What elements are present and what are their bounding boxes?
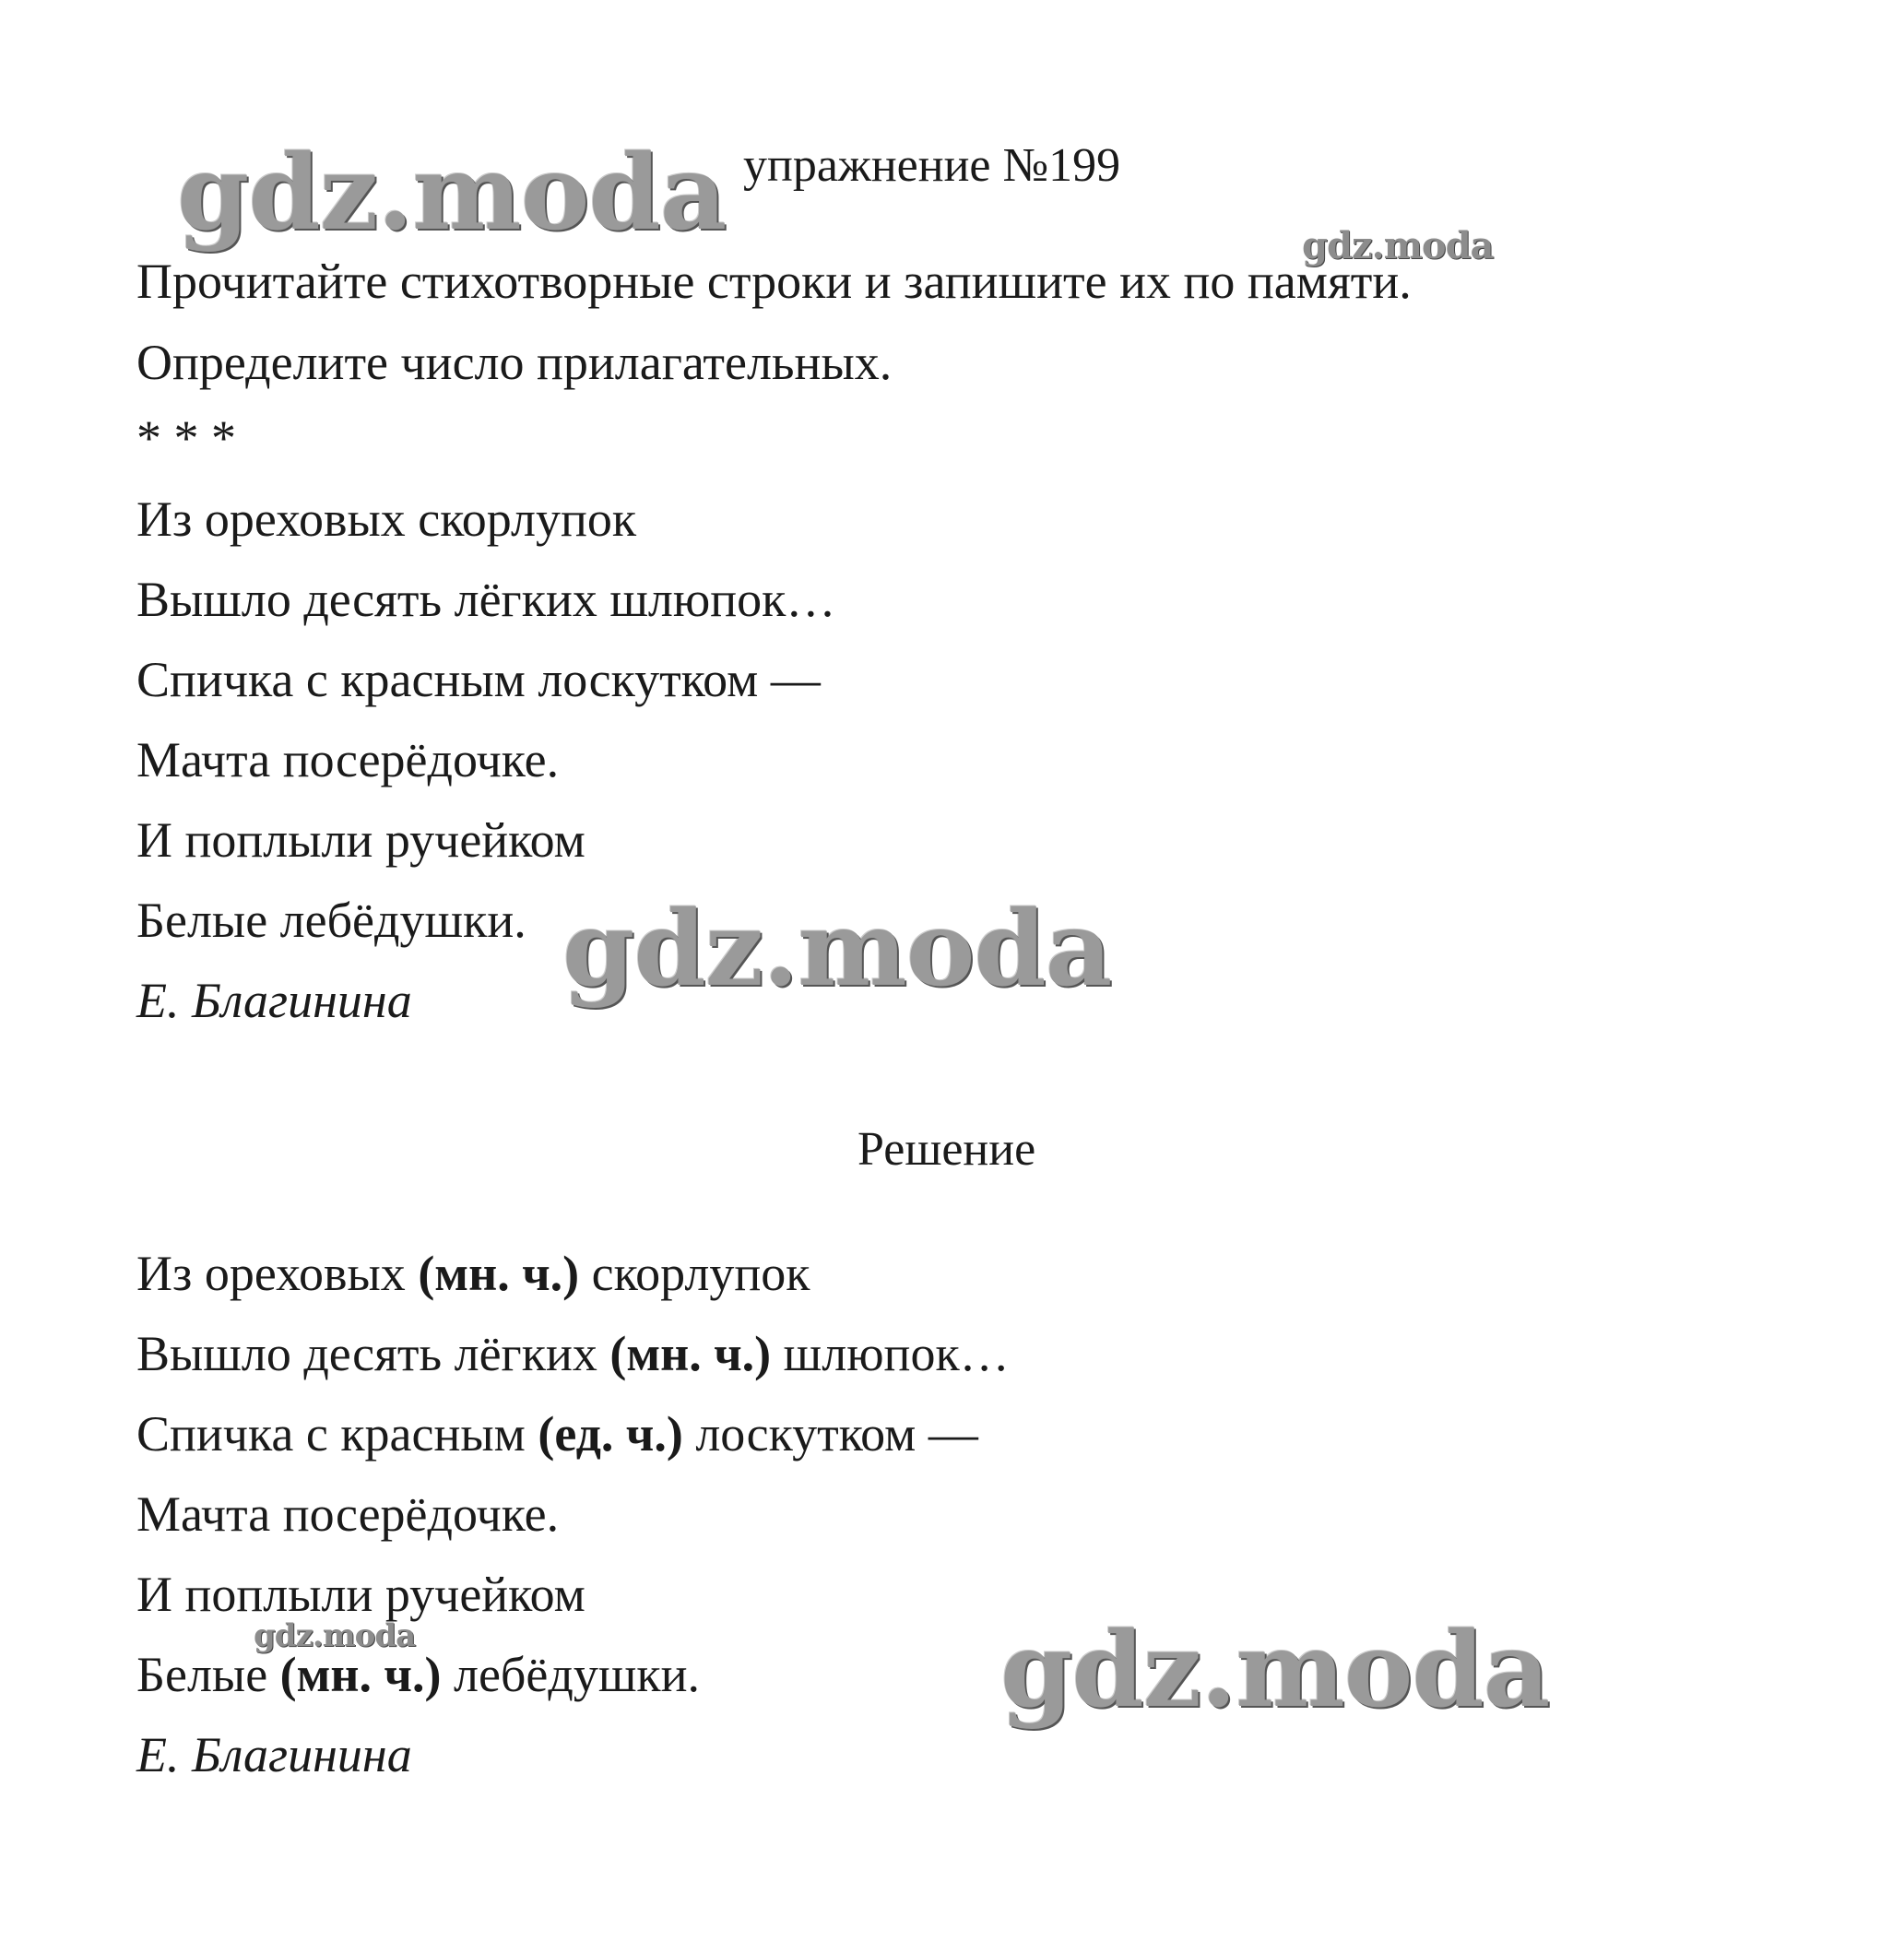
instruction-line-1: Прочитайте стихотворные строки и запишите их по памяти. <box>136 254 1412 309</box>
number-mark: (мн. ч.) <box>279 1647 442 1702</box>
poem-line: Из ореховых скорлупок <box>136 491 637 547</box>
poem-line: Вышло десять лёгких шлюпок… <box>136 572 836 627</box>
number-mark: (мн. ч.) <box>418 1246 580 1301</box>
poem-author: Е. Благинина <box>136 973 412 1028</box>
watermark-logo-small-top: gdz.moda <box>1302 224 1494 267</box>
poem-line: И поплыли ручейком <box>136 812 585 868</box>
instruction-line-2: Определите число прилагательных. <box>136 335 893 390</box>
poem-line: Мачта посерёдочке. <box>136 732 560 787</box>
exercise-title: упражнение №199 <box>743 139 1121 192</box>
solution-text: лоскутком — <box>682 1406 978 1462</box>
number-mark: (мн. ч.) <box>609 1326 772 1381</box>
solution-line <box>136 1323 1010 1384</box>
solution-line <box>136 1644 700 1705</box>
solution-author: Е. Благинина <box>136 1727 412 1782</box>
solution-text: Спичка с красным <box>136 1406 538 1462</box>
poem-line: Спичка с красным лоскутком — <box>136 652 821 707</box>
solution-text: скорлупок <box>579 1246 810 1301</box>
watermark-logo-top: gdz.moda <box>177 133 727 254</box>
solution-text: Из ореховых <box>136 1246 419 1301</box>
watermark-logo-bottom: gdz.moda <box>1000 1610 1550 1731</box>
solution-text: Белые <box>136 1647 280 1702</box>
solution-text: шлюпок… <box>771 1326 1010 1381</box>
solution-line <box>136 1243 810 1304</box>
solution-title: Решение <box>857 1123 1036 1176</box>
watermark-logo-middle: gdz.moda <box>562 889 1112 1010</box>
solution-text: И поплыли ручейком <box>136 1567 585 1622</box>
stars-separator: * * * <box>136 410 236 466</box>
poem-line: Белые лебёдушки. <box>136 893 526 948</box>
number-mark: (ед. ч.) <box>538 1406 683 1462</box>
solution-line <box>136 1403 978 1464</box>
solution-text: Вышло десять лёгких <box>136 1326 610 1381</box>
watermark-logo-small-bottom: gdz.moda <box>254 1617 416 1654</box>
solution-line <box>136 1484 559 1545</box>
solution-line <box>136 1564 585 1625</box>
solution-text: Мачта посерёдочке. <box>136 1486 560 1542</box>
solution-text: лебёдушки. <box>441 1647 701 1702</box>
